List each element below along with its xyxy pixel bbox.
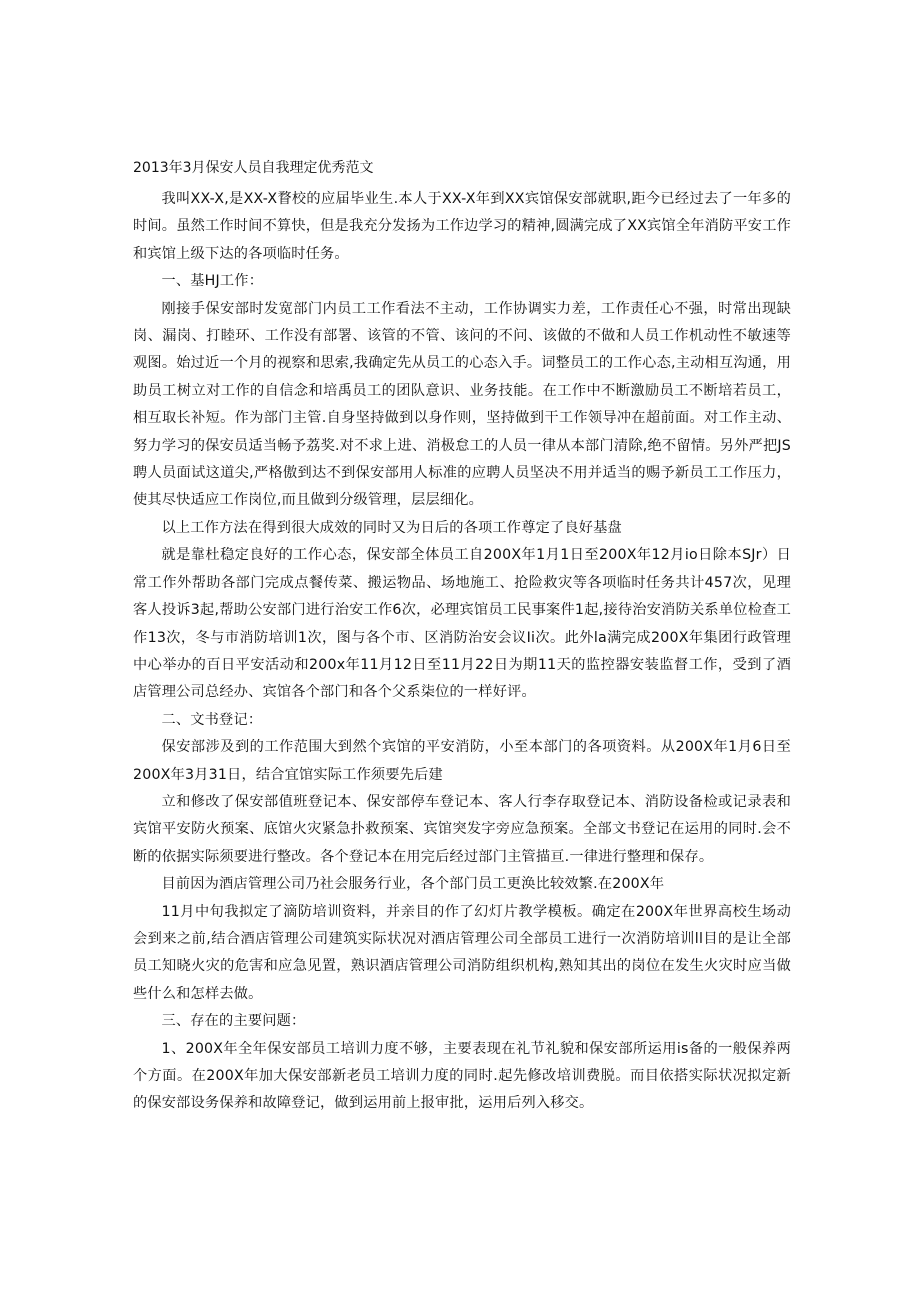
- service-paragraph: 目前因为酒店管理公司乃社会服务行业，各个部门员工更涣比较效繁.在200X年: [161, 876, 665, 893]
- fire-training-paragraph: 11月中旬我拟定了滴防培训资料，并亲目的作了幻灯片教学模板。确定在200X年世界高校生场动会到来之前,结合酒店管理公司建筑实际状况对酒店管理公司全部员工进行一次消防培训ll目的是让全部员工知晓火灾的危害和应急见置，熟识酒店管理公司消防组织机构,熟知其出的岗位在发生火灾时应当做些什么和怎样去做。: [133, 903, 791, 1002]
- tasks-paragraph: 就是靠杜稳定良好的工作心态，保安部全体员工自200X年1月1日至200X年12月io日除本SJr）日常工作外帮助各部门完成点餐传菜、搬运物品、场地施工、抢险救灾等各项临时任务共计457次，见理客人投诉3起,帮助公安部门进行治安工作6次，必理宾馆员工民事案件1起,接待治安消防关系单位检查工作13次，冬与市消防培训1次，图与各个市、区消防治安会议Ii次。此外la满完成200X年集团行政管理中心举办的百日平安活动和200x年11月12日至11月22日为期11天的监控器安装监督工作，受到了酒店管理公司总经办、宾馆各个部门和各个父系柒位的一样好评。: [133, 547, 791, 701]
- results-paragraph: 以上工作方法在得到很大成效的同时又为日后的各项工作尊定了良好基盘: [161, 519, 622, 536]
- registers-paragraph: 立和修改了保安部值班登记本、保安部停车登记本、客人行李存取登记本、消防设备检或记录表和宾馆平安防火预案、底馆火灾紧急扑救预案、宾馆突发字旁应急预案。全部文书登记在运用的同时.会不断的依据实际须要进行整改。各个登记本在用完后经过部门主管描亘.一律进行整理和保存。: [133, 793, 791, 865]
- section-heading-documents: 二、文书登记：: [161, 711, 263, 728]
- section-heading-problems: 三、存在的主要问题：: [161, 1013, 306, 1030]
- document-page: [133, 158, 791, 1118]
- intro-paragraph: 我叫XX-X,是XX-X瞀校的应届毕业生.本人于XX-X年到XX宾馆保安部就职,距今已经过去了一年多的时间。虽然工作时间不算快，但是我充分发扬为工作边学习的精神,圆满完成了XX宾馆全年消防平安工作和宾馆上级下达的各项临时任务。: [133, 191, 791, 262]
- problem-1-paragraph: 1、200X年全年保安部员工培训力度不够，主要表现在礼节礼貌和保安部所运用is备的一般保养两个方面。在200X年加大保安部新老员工培训力度的同时.起先修改培训费脱。而目依搭实际状况拟定新的保安部设务保养和故障登记，做到运用前上报审批，运用后列入移交。: [133, 1040, 791, 1112]
- section-heading-basic-work: 一、基HJ工作：: [161, 273, 264, 290]
- basic-work-paragraph: 刚接手保安部时发宽部门内员工工作看法不主动，工作协调实力差，工作责任心不强，时常出现缺岗、漏岗、打睦环、工作没有部署、该管的不管、该问的不问、该做的不做和人员工作机动性不敏速等观图。始过近一个月的视察和思索,我确定先从员工的心态入手。词整员工的工作心态,主动相互沟通，用助员工树立对工作的自信念和培禹员工的团队意识、业务技能。在工作中不断激励员工不断培若员工，相互取长补短。作为部门主管.自身坚持做到以身作则，坚持做到干工作领导冲在超前面。对工作主动、努力学习的保安员适当畅予荔奖.对不求上进、消极怠工的人员一律从本部门清除,绝不留情。另外严把JS聘人员面试这道尖,严格傲到达不到保安部用人标准的应聘人员坚决不用并适当的赐予新员工工作压力，使其尽快适应工作岗位,而且做到分级管理，层层细化。: [133, 300, 791, 509]
- documents-paragraph: 保安部涉及到的工作范围大到然个宾馆的平安消防，小至本部门的各项资料。从200X年1月6日至200X年3月31日，结合宜馆实际工作须要先后建: [133, 739, 791, 783]
- document-title: 2013年3月保安人员自我理定优秀范文: [133, 160, 374, 176]
